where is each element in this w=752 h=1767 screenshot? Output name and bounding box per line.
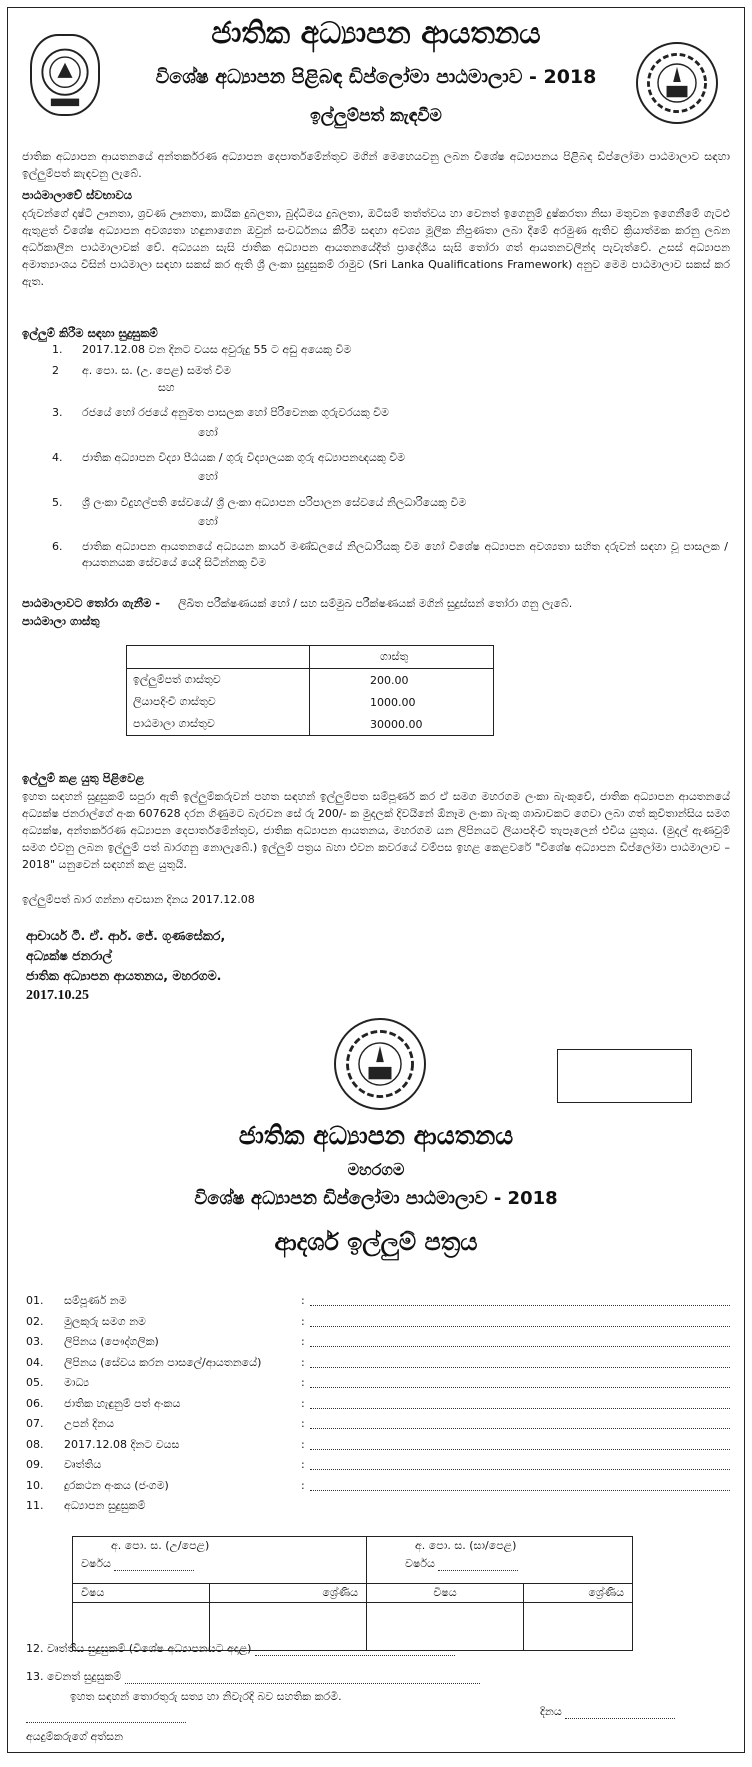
form-field-input[interactable] [310, 1305, 730, 1306]
connector-and: සහ [158, 381, 175, 394]
date-input[interactable] [565, 1718, 675, 1719]
subject-header: විෂය [367, 1584, 524, 1603]
form-field-label: සම්පූර්ණ නම [64, 1294, 127, 1307]
qualification-item: ජාතික අධ්‍යාපන විද්‍යා පීඨයක / ගුරු විද්‍යාලයක ගුරු අධ්‍යාපනඥයකු වීම [82, 451, 406, 464]
form-field-number: 05. [26, 1376, 44, 1389]
form-field-row [26, 1356, 716, 1374]
form-field-row [26, 1417, 716, 1435]
apply-paragraph: ඉහත සඳහන් සුදුසුකම් සපුරා ඇති ඉල්ලුම්කරුවන් පහත සඳහන් ඉල්ලුම්පත සම්පූර්ණ කර ඒ සමග මහරගම ලංකා බැංකුවේ, ජාතික අධ්‍යාපන ආයතනයේ අධ්‍යක්ෂ ජනරාල්ගේ අංක 607628 දරන ගිණුමට බැරවන සේ රු 200/- ක මුදලක් දිවයිනේ ඕනෑම ලංකා බැංකු ශාඛාවකට ගෙවා ලබා ගත් කුවිතාන්සිය සමග අධ්‍යක්ෂ, අන්තර්කරණ අධ්‍යාපන දෙපාර්තමේන්තුව, ජාතික අධ්‍යාපන ආයතනය, මහරගම යන ලිපිනයට ලියාපදිංචි තැපෑලෙන් එවිය යුතුය. (මුදල් ඇණවුම් සමග එවනු ලබන ඉල්ලුම් පත් බාරගනු නොලැබේ.) ඉල්ලුම් පත්‍රය බහා එවන කවරයේ වම්පස ඉහළ කෙළවරේ "විශේෂ අධ්‍යාපන ඩිප්ලෝමා පාඨමාලාව – 2018" යනුවෙන් සඳහන් කළ යුතුයි. [22, 790, 730, 871]
date-label: දිනය [540, 1705, 562, 1718]
advertisement-page [7, 7, 745, 1753]
field-12-input[interactable] [255, 1655, 455, 1656]
fees-column-header: ගාස්තු [310, 646, 494, 669]
form-field-colon: : [301, 1335, 305, 1348]
form-field-row [26, 1458, 716, 1476]
field-12-label: 12. වෘත්තීය සුදුසුකම් (විශේෂ අධ්‍යාපනයට අදාළ) [26, 1642, 252, 1655]
al-header-cell [73, 1537, 367, 1584]
qualification-item: ශ්‍රී ලංකා විදුහල්පති සේවයේ/ ශ්‍රී ලංකා අධ්‍යාපන පරිපාලන සේවයේ නිලධාරියෙකු වීම [82, 496, 467, 509]
fee-label: ඉල්ලුම්පත් ගාස්තුව [127, 669, 310, 692]
connector-or: හෝ [198, 426, 218, 439]
form-field-input[interactable] [310, 1387, 730, 1388]
form-field-input[interactable] [310, 1346, 730, 1347]
office-use-box [557, 1049, 692, 1103]
form-field-row [26, 1335, 716, 1353]
form-field-colon: : [301, 1294, 305, 1307]
form-field-label: ලිපිනය (පෞද්ගලික) [64, 1335, 159, 1348]
qualification-number: 2 [52, 364, 59, 377]
table-row [127, 713, 494, 736]
qualification-number: 5. [52, 496, 63, 509]
al-year-field[interactable] [114, 1570, 194, 1571]
table-row [127, 691, 494, 713]
qualification-number: 4. [52, 451, 63, 464]
form-field-number: 02. [26, 1314, 44, 1328]
selection-label: පාඨමාලාවට තෝරා ගැනීම - [22, 596, 161, 610]
form-field-input[interactable] [310, 1469, 730, 1470]
qualification-number: 3. [52, 406, 63, 419]
form-heading: ආදර්ශ ඉල්ලුම් පත්‍රය [274, 1228, 478, 1256]
form-field-colon: : [301, 1314, 305, 1328]
ol-year-field[interactable] [438, 1570, 518, 1571]
form-field-number: 08. [26, 1437, 44, 1451]
header-subtitle: විශේෂ අධ්‍යාපන පිළිබඳ ඩිප්ලෝමා පාඨමාලාව - 2018 [155, 66, 597, 88]
qualification-item: අ. පො. ස. (උ. පෙළ) සමත් වීම [82, 364, 232, 377]
form-field-label: ලිපිනය (සේවය කරන පාසලේ/ආයතනයේ) [64, 1355, 262, 1369]
form-field-number: 04. [26, 1355, 44, 1369]
qualification-item: ජාතික අධ්‍යාපන ආයතනයේ අධ්‍යයන කාර්ය මණ්ඩලයේ නිලධාරියකු වීම හෝ විශේෂ අධ්‍යාපන අවශ්‍යතා සහිත දරුවන් සඳහා වූ පාසලක / ආයතනයක සේවයේ යෙදී සිටින්නකු වීම [82, 540, 728, 569]
nature-paragraph: දරුවන්ගේ දෘෂ්ටි ඌනතා, ශ්‍රවණ ඌනතා, කායික දුබලතා, බුද්ධිමය දුබලතා, ඔටිසම් තත්ත්වය හා වෙනත් ඉගෙනුම් දුෂ්කරතා නිසා මතුවන ඉගෙනීමේ ගැටළු ඇතුළත් විශේෂ අධ්‍යාපන අවශ්‍යතා හඳුනාගෙන ඔවුන් සංවර්ධනය කිරීම සඳහා අවශ්‍ය මූලික නිපුණතා ලබා දීමේ අරමුණ ඇතිව ක්‍රියාත්මක කරනු ලබන අර්ධකාලීන පාඨමාලාවක් වේ. අධ්‍යයන සැසි ජාතික අධ්‍යාපන ආයතනයේදීත් ප්‍රාදේශීය සැසි තෝරා ගත් ආයතනවලින්ද පැවැත්වේ. උසස් අධ්‍යාපන අමාත්‍යාංශය විසින් පාඨමාලා සඳහා සකස් කර ඇති ශ්‍රී ලංකා සුදුසුකම් රාමුව (Sri Lanka Qualifications Framework) අනුව මෙම පාඨමාලාව සකස් කර ඇත. [22, 207, 730, 288]
fees-table [126, 645, 494, 736]
fee-amount: 200.00 [310, 669, 494, 692]
fee-label: පාඨමාලා ගාස්තුව [127, 713, 310, 736]
fee-label: ලියාපදිංචි ගාස්තුව [127, 691, 310, 713]
form-field-label: දුරකථන අංකය (ජංගම) [64, 1478, 169, 1492]
form-field-label: ජාතික හැඳුනුම් පත් අංකය [64, 1396, 181, 1410]
form-field-number: 10. [26, 1478, 44, 1492]
header-title: ජාතික අධ්‍යාපන ආයතනය [211, 16, 541, 51]
form-field-colon: : [301, 1458, 305, 1471]
form-field-colon: : [301, 1437, 305, 1451]
form-field-label: මාධ්‍ය [64, 1376, 90, 1389]
form-field-input[interactable] [310, 1490, 730, 1491]
grade-header: ශ්‍රේණිය [210, 1584, 367, 1603]
form-field-input[interactable] [310, 1326, 730, 1327]
qualifications-heading: ඉල්ලුම් කිරීම සඳහා සුදුසුකම් [22, 326, 158, 340]
selection-text: ලිඛිත පරීක්ෂණයක් හෝ / සහ සම්මුඛ පරීක්ෂණයක් මගින් සුදුස්සන් තෝරා ගනු ලැබේ. [178, 597, 573, 610]
header-notice: ඉල්ලුම්පත් කැඳවීම [310, 106, 442, 126]
form-field-input[interactable] [310, 1449, 730, 1450]
form-field-row [26, 1438, 716, 1456]
qualification-number: 1. [52, 343, 63, 356]
signatory-role: අධ්‍යක්ෂ ජනරාල් [26, 948, 112, 963]
intro-paragraph: ජාතික අධ්‍යාපන ආයතනයේ අන්තර්කරණ අධ්‍යාපන දෙපාර්තමේන්තුව මගින් මෙහෙයවනු ලබන විශේෂ අධ්‍යාපනය පිළිබඳ ඩිප්ලෝමා පාඨමාලාව සඳහා ඉල්ලුම්පත් කැඳවනු ලැබේ. [22, 150, 730, 180]
form-field-input[interactable] [310, 1408, 730, 1409]
form-field-label: උපන් දිනය [64, 1417, 114, 1430]
connector-or: හෝ [198, 515, 218, 528]
form-field-number: 07. [26, 1417, 44, 1430]
date-row [540, 1705, 675, 1719]
subject-header: විෂය [73, 1584, 210, 1603]
ol-grade-cell[interactable] [524, 1603, 633, 1651]
form-field-colon: : [301, 1376, 305, 1389]
signature-date: 2017.10.25 [26, 988, 89, 1003]
ol-header-cell [367, 1537, 633, 1584]
grade-header: ශ්‍රේණිය [524, 1584, 633, 1603]
apply-heading: ඉල්ලුම් කළ යුතු පිළිවෙළ [22, 771, 145, 785]
signature-line[interactable] [26, 1710, 186, 1723]
form-field-row [26, 1479, 716, 1497]
nie-seal-icon [334, 1018, 426, 1110]
form-field-number: 06. [26, 1396, 44, 1410]
form-place: මහරගම [347, 1160, 405, 1179]
form-field-row [26, 1294, 716, 1312]
table-row [127, 669, 494, 692]
signatory-name: ආචාර්ය ටී. ඒ. ආර්. ජේ. ගුණසේකර, [26, 928, 226, 943]
form-field-input[interactable] [310, 1367, 730, 1368]
form-title: ජාතික අධ්‍යාපන ආයතනය [238, 1121, 514, 1150]
qualification-item: රජයේ හෝ රජයේ අනුමත පාසලක හෝ පිරිවෙනක ගුරුවරයකු වීම [82, 406, 389, 419]
form-course: විශේෂ අධ්‍යාපන ඩිප්ලෝමා පාඨමාලාව - 2018 [194, 1188, 558, 1209]
form-field-row [26, 1397, 716, 1415]
field-13-label: 13. වෙනත් සුදුසුකම් [26, 1670, 122, 1683]
ol-label: අ. පො. ස. (සා/පෙළ) [415, 1539, 517, 1552]
fee-amount: 30000.00 [310, 713, 494, 736]
al-label: අ. පො. ස. (උ/පෙළ) [111, 1539, 210, 1552]
al-year-label: වර්ෂය [81, 1557, 111, 1570]
signatory-org: ජාතික අධ්‍යාපන ආයතනය, මහරගම. [26, 968, 222, 983]
form-field-colon: : [301, 1355, 305, 1369]
qualifications-table [72, 1536, 633, 1651]
form-field-row [26, 1376, 716, 1394]
form-field-label: වෘත්තිය [64, 1458, 102, 1471]
form-field-number: 11. [26, 1499, 44, 1512]
qualification-item: 2017.12.08 වන දිනට වයස අවුරුදු 55 ට අඩු අයෙකු වීම [82, 343, 352, 356]
closing-date: ඉල්ලුම්පත් බාර ගන්නා අවසාන දිනය 2017.12.08 [22, 893, 255, 906]
form-field-input[interactable] [310, 1428, 730, 1429]
form-field-row [26, 1499, 716, 1517]
form-field-label: අධ්‍යාපන සුදුසුකම් [64, 1499, 146, 1512]
declaration-text: ඉහත සඳහන් තොරතුරු සත්‍ය හා නිවැරදි බව සහතික කරමි. [70, 1690, 342, 1703]
form-field-label: මුලකුරු සමග නම [64, 1314, 146, 1328]
form-field-number: 03. [26, 1335, 44, 1348]
nature-heading: පාඨමාලාවේ ස්වභාවය [22, 188, 132, 202]
form-field-colon: : [301, 1478, 305, 1492]
connector-or: හෝ [198, 470, 218, 483]
ol-year-label: වර්ෂය [405, 1557, 435, 1570]
field-13-input[interactable] [125, 1683, 480, 1684]
form-field-number: 09. [26, 1458, 44, 1471]
form-field-row [26, 1315, 716, 1333]
fee-amount: 1000.00 [310, 691, 494, 713]
form-field-colon: : [301, 1396, 305, 1410]
fees-heading: පාඨමාලා ගාස්තු [22, 614, 100, 628]
field-13-row [26, 1670, 480, 1684]
applicant-signature-label: අයදුම්කරුගේ අත්සන [26, 1730, 124, 1743]
form-field-label: 2017.12.08 දිනට වයස [64, 1437, 180, 1451]
form-field-number: 01. [26, 1294, 44, 1307]
qualification-number: 6. [52, 540, 63, 553]
field-12-row [26, 1642, 455, 1656]
form-field-colon: : [301, 1417, 305, 1430]
